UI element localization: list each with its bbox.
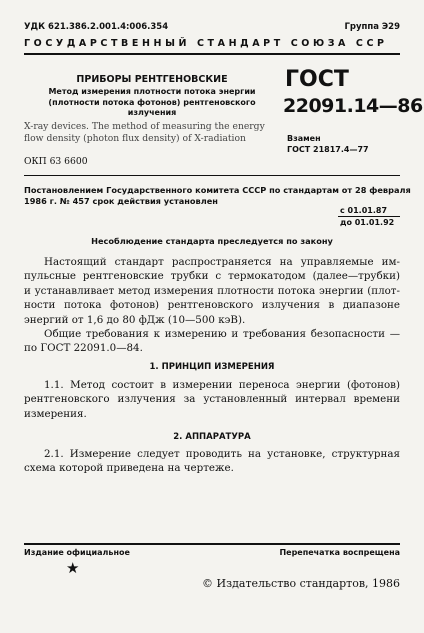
title-rule: [24, 175, 400, 176]
section-2-line: 2.1. Измерение следует проводить на установке, структурная: [44, 448, 400, 460]
subtitle-line: излучения: [127, 108, 177, 117]
decree-text: [24, 185, 411, 206]
decree-line: Постановлением Государственного комитета СССР по стандартам от 28 февраля: [24, 185, 411, 195]
star-icon: ★: [66, 559, 80, 577]
standard-banner: ГОСУДАРСТВЕННЫЙ СТАНДАРТ СОЮЗА ССР: [24, 38, 388, 49]
english-title-line: flow density (photon flux density) of X-radiation: [24, 133, 246, 144]
official-edition: Издание официальное: [24, 548, 130, 557]
section-2-text: [24, 447, 400, 476]
intro-line: и устанавливает метод измерения плотности потока энергии (плот-: [24, 284, 400, 297]
intro-line: энергий от 1,6 до 80 фДж (10—500 кэВ).: [24, 313, 246, 326]
document-subtitle: [24, 87, 280, 119]
okp-code: ОКП 63 6600: [24, 156, 88, 167]
general-requirements: [24, 327, 400, 356]
intro-line: пульсные рентгеновские трубки с термокатодом (далее—трубки): [24, 270, 400, 283]
replaces-value: ГОСТ 21817.4—77: [287, 145, 369, 154]
section-2-heading: 2. АППАРАТУРА: [173, 432, 251, 442]
section-1-text: [24, 378, 400, 421]
decree-line: 1986 г. № 457 срок действия установлен: [24, 195, 218, 206]
group-code: Группа Э29: [344, 22, 400, 32]
section-1-heading: 1. ПРИНЦИП ИЗМЕРЕНИЯ: [149, 362, 275, 372]
gost-number: 22091.14—86: [283, 95, 423, 117]
section-1-line: 1.1. Метод состоит в измерении переноса энергии (фотонов): [44, 379, 400, 391]
header-rule: [24, 53, 400, 55]
validity-from: с 01.01.87: [340, 206, 388, 215]
document-title: ПРИБОРЫ РЕНТГЕНОВСКИЕ: [76, 74, 228, 85]
english-title: [24, 121, 280, 145]
subtitle-line: (плотности потока фотонов) рентгеновского: [48, 97, 256, 107]
copyright-notice: © Издательство стандартов, 1986: [202, 577, 400, 590]
udk-code: УДК 621.386.2.001.4:006.354: [24, 22, 169, 32]
replaces-label: Взамен: [287, 134, 321, 143]
reprint-prohibited: Перепечатка воспрещена: [279, 548, 400, 557]
validity-rule: [338, 216, 400, 217]
english-title-line: X-ray devices. The method of measuring the energy: [24, 121, 265, 132]
validity-to: до 01.01.92: [340, 218, 395, 227]
legal-notice: Несоблюдение стандарта преследуется по закону: [91, 236, 333, 246]
intro-line: Настоящий стандарт распространяется на управляемые им-: [44, 256, 400, 268]
gost-label: ГОСТ: [285, 67, 349, 92]
general-line: Общие требования к измерению и требования безопасности —: [44, 328, 400, 340]
section-2-line: схема которой приведена на чертеже.: [24, 462, 234, 475]
section-1-line: измерения.: [24, 407, 87, 420]
general-line: по ГОСТ 22091.0—84.: [24, 342, 143, 355]
section-1-line: рентгеновского излучения за установленный интервал времени: [24, 393, 400, 406]
subtitle-line: Метод измерения плотности потока энергии: [48, 87, 256, 96]
intro-line: ности потока фотонов) рентгеновского излучения в диапазоне: [24, 299, 400, 312]
intro-paragraph: [24, 255, 400, 327]
footer-rule: [24, 543, 400, 545]
